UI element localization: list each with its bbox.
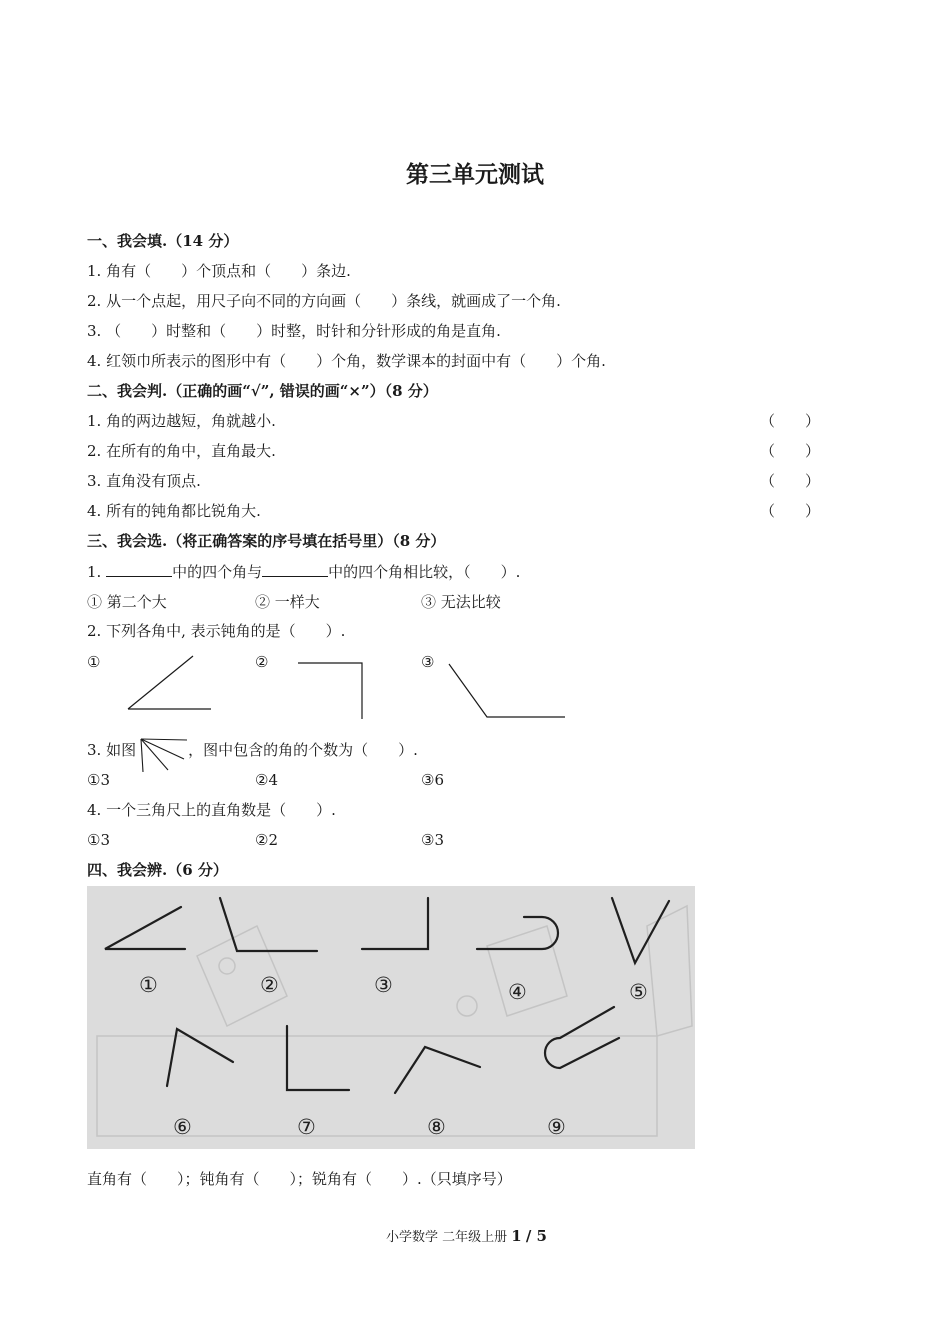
section-4-answer-line: 直角有（ ）；钝角有（ ）；锐角有（ ）.（只填序号） xyxy=(87,1170,512,1188)
q4-option-2: ②2 xyxy=(255,831,278,849)
q1-option-3: ③ 无法比较 xyxy=(421,593,501,611)
section-4-heading: 四、我会辨.（6 分） xyxy=(87,861,228,879)
photo-angles xyxy=(87,886,695,1149)
q3-option-3: ③6 xyxy=(421,771,444,789)
q3-suffix: ，图中包含的角的个数为（ ）. xyxy=(188,741,418,759)
page-footer xyxy=(386,1226,547,1248)
photo-label-8: ⑧ xyxy=(427,1115,446,1139)
photo-label-6: ⑥ xyxy=(173,1115,192,1139)
section-3-q2: 2. 下列各角中, 表示钝角的是（ ）. xyxy=(87,622,346,640)
q1-option-2: ② 一样大 xyxy=(255,593,320,611)
q1-mid: 中的四个角与 xyxy=(172,563,263,581)
section-1-item-2: 2. 从一个点起，用尺子向不同的方向画（ ）条线，就画成了一个角. xyxy=(87,292,561,310)
page-number: 1 xyxy=(511,1227,522,1245)
photo-label-1: ① xyxy=(139,973,158,997)
section-1-item-3: 3. （ ）时整和（ ）时整，时针和分针形成的角是直角. xyxy=(87,322,501,340)
q1-prefix: 1. xyxy=(87,563,107,581)
photo-label-7: ⑦ xyxy=(297,1115,316,1139)
footer-text: 小学数学 二年级上册 xyxy=(386,1230,508,1245)
section-1-item-1: 1. 角有（ ）个顶点和（ ）条边. xyxy=(87,262,351,280)
q1-option-1: ① 第二个大 xyxy=(87,593,167,611)
photo-label-5: ⑤ xyxy=(629,980,648,1004)
q3-option-2: ②4 xyxy=(255,771,278,789)
answer-paren: （ ） xyxy=(760,502,821,520)
page-title: 第三单元测试 xyxy=(406,161,544,188)
photo-label-4: ④ xyxy=(508,980,527,1004)
q4-option-1: ①3 xyxy=(87,831,110,849)
q3-option-1: ①3 xyxy=(87,771,110,789)
section-2-item-4: 4. 所有的钝角都比锐角大. xyxy=(87,502,261,520)
answer-paren: （ ） xyxy=(760,442,821,460)
photo-label-9: ⑨ xyxy=(547,1115,566,1139)
q3-prefix: 3. 如图 xyxy=(87,741,137,759)
section-3-q4: 4. 一个三角尺上的直角数是（ ）. xyxy=(87,801,336,819)
q2-option-1: ① xyxy=(87,653,101,671)
answer-paren: （ ） xyxy=(760,412,821,430)
section-2-item-3: 3. 直角没有顶点. xyxy=(87,472,201,490)
q2-option-3: ③ xyxy=(421,653,435,671)
photo-label-2: ② xyxy=(260,973,279,997)
photo-label-3: ③ xyxy=(374,973,393,997)
section-1-item-4: 4. 红领巾所表示的图形中有（ ）个角，数学课本的封面中有（ ）个角. xyxy=(87,352,606,370)
angle-identification-photo xyxy=(87,886,695,1149)
section-2-item-2: 2. 在所有的角中，直角最大. xyxy=(87,442,276,460)
section-3-heading: 三、我会选.（将正确答案的序号填在括号里）（8 分） xyxy=(87,532,446,550)
section-2-heading: 二、我会判.（正确的画“√”, 错误的画“×”）（8 分） xyxy=(87,382,438,400)
answer-paren: （ ） xyxy=(760,472,821,490)
q4-option-3: ③3 xyxy=(421,831,444,849)
q1-suffix: 中的四个角相比较，（ ）. xyxy=(328,563,521,581)
section-1-heading: 一、我会填.（14 分） xyxy=(87,232,239,250)
section-2-item-1: 1. 角的两边越短，角就越小. xyxy=(87,412,276,430)
q2-option-2: ② xyxy=(255,653,269,671)
page-total: / 5 xyxy=(525,1227,547,1245)
